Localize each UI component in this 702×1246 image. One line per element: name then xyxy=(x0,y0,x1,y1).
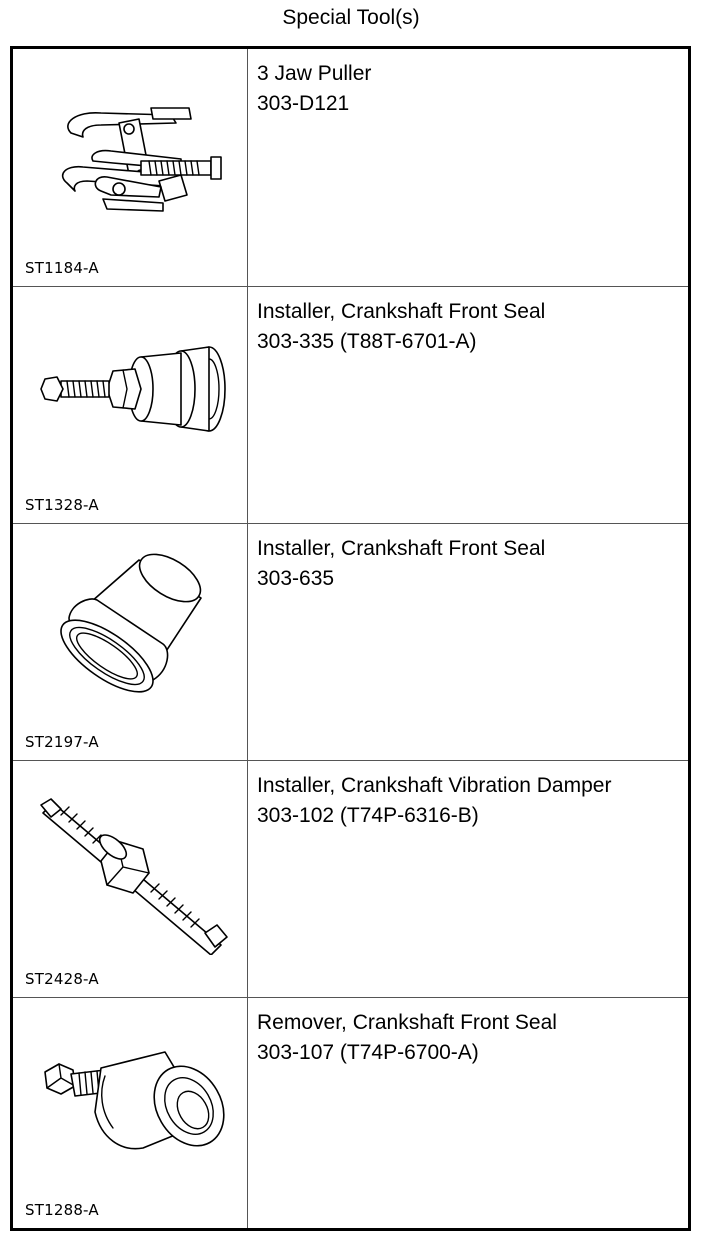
tool-number: 303-335 (T88T-6701-A) xyxy=(257,330,477,353)
seal-installer-sleeve-icon xyxy=(31,538,231,708)
tool-illustration-cell xyxy=(13,998,248,1228)
tool-illustration-cell xyxy=(13,287,248,523)
tool-number: 303-D121 xyxy=(257,92,350,115)
three-jaw-puller-icon xyxy=(31,63,231,233)
tool-row xyxy=(13,523,688,760)
tool-description xyxy=(257,534,684,594)
seal-installer-with-bolt-icon xyxy=(31,301,231,471)
tool-name: 3 Jaw Puller xyxy=(257,62,372,85)
tool-row xyxy=(13,286,688,523)
special-tools-table xyxy=(10,46,691,1231)
tool-row xyxy=(13,760,688,997)
page-title: Special Tool(s) xyxy=(282,6,420,29)
tool-description xyxy=(257,771,684,831)
tool-number: 303-102 (T74P-6316-B) xyxy=(257,804,479,827)
tool-description xyxy=(257,1008,684,1068)
tool-illustration-cell xyxy=(13,761,248,997)
tool-description xyxy=(257,59,684,119)
damper-installer-screw-icon xyxy=(31,775,231,945)
figure-code: ST2428-A xyxy=(25,970,99,988)
tool-description xyxy=(257,297,684,357)
figure-code: ST1288-A xyxy=(25,1201,99,1219)
seal-remover-icon xyxy=(31,1012,231,1182)
figure-code: ST2197-A xyxy=(25,733,99,751)
tool-row xyxy=(13,49,688,286)
tool-name: Remover, Crankshaft Front Seal xyxy=(257,1011,557,1034)
tool-illustration-cell xyxy=(13,524,248,760)
tool-name: Installer, Crankshaft Front Seal xyxy=(257,537,546,560)
tool-row xyxy=(13,997,688,1228)
figure-code: ST1184-A xyxy=(25,259,99,277)
tool-number: 303-635 xyxy=(257,567,335,590)
tool-name: Installer, Crankshaft Front Seal xyxy=(257,300,546,323)
tool-illustration-cell xyxy=(13,49,248,286)
tool-number: 303-107 (T74P-6700-A) xyxy=(257,1041,479,1064)
figure-code: ST1328-A xyxy=(25,496,99,514)
tool-name: Installer, Crankshaft Vibration Damper xyxy=(257,774,612,797)
